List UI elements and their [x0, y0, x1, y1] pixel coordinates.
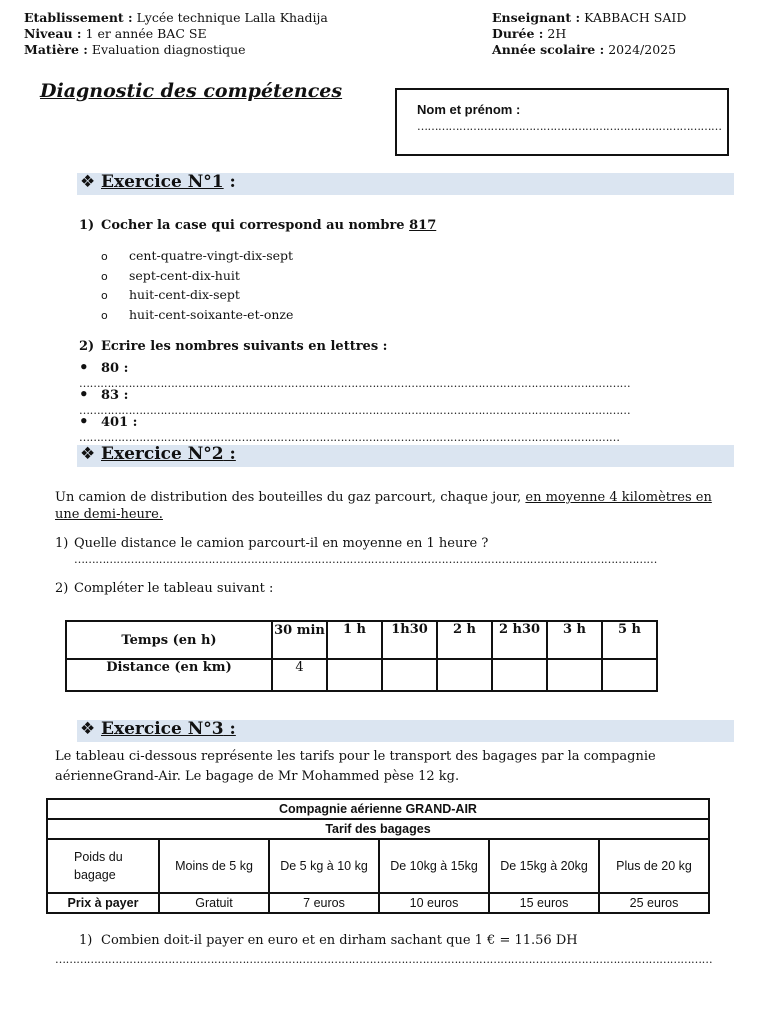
- table-header-cell: Temps (en h): [66, 621, 272, 659]
- table-cell: 1h30: [382, 621, 437, 659]
- table-cell: 25 euros: [599, 893, 709, 913]
- enseignant-line: Enseignant : KABBACH SAID: [492, 10, 687, 25]
- ex3-question-1: 1) Combien doit-il payer en euro et en dirham sachant que 1 € = 11.56 DH: [79, 933, 578, 948]
- table-header-cell: Distance (en km): [66, 659, 272, 691]
- table-cell: De 10kg à 15kg: [379, 839, 489, 893]
- etablissement-line: Etablissement : Lycée technique Lalla Khadija: [24, 10, 328, 25]
- table-input-cell[interactable]: [437, 659, 492, 691]
- name-dots: ……………………………………………………………………………: [417, 120, 722, 133]
- checkbox-option[interactable]: o huit-cent-soixante-et-onze: [101, 306, 294, 322]
- answer-dots[interactable]: …………………………………………………………………………………………………………………………………………: [79, 377, 631, 390]
- table-cell: 30 min: [272, 621, 327, 659]
- answer-dots[interactable]: …………………………………………………………………………………………………………………………………………: [79, 404, 631, 417]
- bullet-icon: •: [79, 412, 89, 430]
- table-title-cell: Compagnie aérienne GRAND-AIR: [47, 799, 709, 819]
- table-cell: 1 h: [327, 621, 382, 659]
- table-input-cell[interactable]: [602, 659, 657, 691]
- exercise-3-heading: ❖ Exercice N°3 :: [77, 720, 734, 742]
- bullet-icon: •: [79, 385, 89, 403]
- table-cell: 4: [272, 659, 327, 691]
- table-cell: De 15kg à 20kg: [489, 839, 599, 893]
- table-cell: 7 euros: [269, 893, 379, 913]
- ex2-intro: Un camion de distribution des bouteilles du gaz parcourt, chaque jour, en moyenne 4 kilomètres en une demi-heure.: [55, 490, 712, 522]
- table-cell: 15 euros: [489, 893, 599, 913]
- table-header-cell: Poids du bagage: [47, 839, 159, 893]
- number-answer-row: • 80 : …………………………………………………………………………………………………………………………………………: [79, 358, 631, 390]
- page-title: Diagnostic des compétences: [40, 80, 343, 102]
- circle-marker-icon[interactable]: o: [101, 308, 108, 322]
- exercise-1-heading: ❖ Exercice N°1 :: [77, 173, 734, 195]
- table-input-cell[interactable]: [327, 659, 382, 691]
- table-cell: Moins de 5 kg: [159, 839, 269, 893]
- checkbox-option[interactable]: o cent-quatre-vingt-dix-sept: [101, 248, 294, 263]
- table-header-cell: Prix à payer: [47, 893, 159, 913]
- circle-marker-icon[interactable]: o: [101, 289, 108, 302]
- table-cell: 5 h: [602, 621, 657, 659]
- circle-marker-icon[interactable]: o: [101, 269, 108, 283]
- table-row: [66, 659, 657, 691]
- table-cell: De 5 kg à 10 kg: [269, 839, 379, 893]
- answer-dots[interactable]: ………………………………………………………………………………………………………………………………………: [79, 431, 620, 444]
- table-cell: 2 h30: [492, 621, 547, 659]
- diamond-star-icon: ❖: [80, 444, 96, 464]
- table-subtitle-cell: Tarif des bagages: [47, 819, 709, 839]
- annee-line: Année scolaire : 2024/2025: [492, 42, 677, 57]
- table-row: [47, 893, 709, 913]
- time-distance-table: [65, 620, 658, 692]
- ex3-intro: Le tableau ci-dessous représente les tarifs pour le transport des bagages par la compagnie aérienneGrand-Air. Le bagage de Mr Mohammed pèse 12 kg.: [55, 749, 656, 784]
- answer-dots[interactable]: ……………………………………………………………………………………………………………………………………………………………………: [55, 953, 713, 966]
- table-row: [47, 819, 709, 839]
- ex1-question-1: 1) Cocher la case qui correspond au nombre 817: [79, 218, 437, 233]
- table-input-cell[interactable]: [492, 659, 547, 691]
- diamond-star-icon: ❖: [80, 719, 96, 739]
- ex2-question-2: 2) Compléter le tableau suivant :: [55, 581, 274, 596]
- table-row: [47, 839, 709, 893]
- exercise-2-heading: ❖ Exercice N°2 :: [77, 445, 734, 467]
- table-cell: Gratuit: [159, 893, 269, 913]
- table-input-cell[interactable]: [547, 659, 602, 691]
- table-cell: 3 h: [547, 621, 602, 659]
- answer-dots[interactable]: …………………………………………………………………………………………………………………………………………………: [74, 553, 658, 566]
- duree-line: Durée : 2H: [492, 26, 567, 41]
- diamond-star-icon: ❖: [80, 172, 96, 192]
- number-answer-row: • 83 : …………………………………………………………………………………………………………………………………………: [79, 385, 631, 417]
- bullet-icon: •: [79, 358, 89, 376]
- table-row: [66, 621, 657, 659]
- number-answer-row: • 401 : ………………………………………………………………………………………………………………………………………: [79, 412, 620, 444]
- table-cell: Plus de 20 kg: [599, 839, 709, 893]
- checkbox-option[interactable]: o huit-cent-dix-sept: [101, 287, 240, 302]
- table-cell: 2 h: [437, 621, 492, 659]
- header-right: [492, 10, 686, 58]
- table-cell: 10 euros: [379, 893, 489, 913]
- ex2-question-1: 1) Quelle distance le camion parcourt-il en moyenne en 1 heure ?: [55, 536, 489, 551]
- option-list: [101, 248, 293, 326]
- baggage-tariff-table: [46, 798, 710, 914]
- niveau-line: Niveau : 1 er année BAC SE: [24, 26, 207, 41]
- circle-marker-icon[interactable]: o: [101, 250, 108, 263]
- name-label: Nom et prénom :: [417, 102, 521, 117]
- name-box[interactable]: [395, 88, 729, 156]
- checkbox-option[interactable]: o sept-cent-dix-huit: [101, 267, 240, 283]
- table-row: [47, 799, 709, 819]
- table-input-cell[interactable]: [382, 659, 437, 691]
- ex1-question-2: 2) Ecrire les nombres suivants en lettres :: [79, 339, 388, 354]
- header-left: [24, 10, 328, 58]
- matiere-line: Matière : Evaluation diagnostique: [24, 42, 246, 57]
